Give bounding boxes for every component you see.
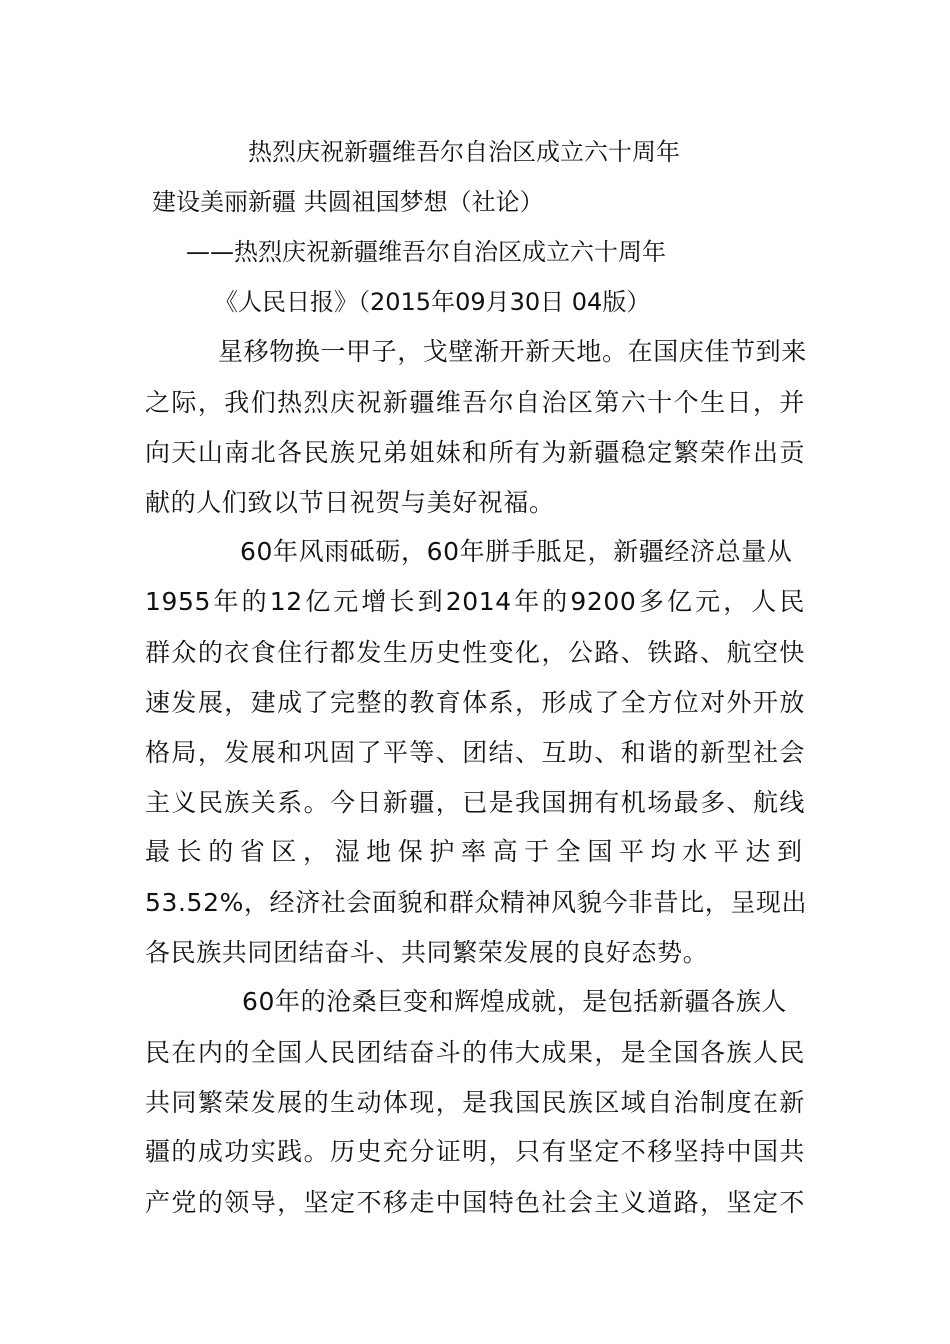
paragraph-2-line-3: 群众的衣食住行都发生历史性变化，公路、铁路、航空快	[145, 638, 805, 667]
subtitle: ——热烈庆祝新疆维吾尔自治区成立六十周年	[186, 238, 666, 266]
paragraph-2-line-7: 最长的省区，湿地保护率高于全国平均水平达到	[145, 837, 805, 866]
paragraph-2-line-1: 60年风雨砥砺，60年胼手胝足，新疆经济总量从	[240, 537, 793, 566]
paragraph-2-line-4: 速发展，建成了完整的教育体系，形成了全方位对外开放	[145, 688, 805, 717]
paragraph-3-line-1: 60年的沧桑巨变和辉煌成就，是包括新疆各族人	[242, 987, 788, 1016]
paragraph-2-line-2: 1955年的12亿元增长到2014年的9200多亿元，人民	[145, 587, 805, 616]
paragraph-2-line-5: 格局，发展和巩固了平等、团结、互助、和谐的新型社会	[145, 738, 805, 767]
paragraph-1-line-1: 星移物换一甲子，戈壁渐开新天地。在国庆佳节到来	[218, 337, 807, 366]
source-line: 《人民日报》（2015年09月30日 04版）	[214, 288, 651, 316]
paragraph-3-line-5: 产党的领导，坚定不移走中国特色社会主义道路，坚定不	[145, 1188, 805, 1217]
title-line-2: 建设美丽新疆 共圆祖国梦想（社论）	[152, 188, 544, 216]
title-line-1: 热烈庆祝新疆维吾尔自治区成立六十周年	[248, 138, 680, 166]
paragraph-2-line-8: 53.52%，经济社会面貌和群众精神风貌今非昔比，呈现出	[145, 888, 808, 917]
paragraph-2-line-6: 主义民族关系。今日新疆，已是我国拥有机场最多、航线	[145, 788, 805, 817]
paragraph-1-line-3: 向天山南北各民族兄弟姐妹和所有为新疆稳定繁荣作出贡	[145, 438, 805, 467]
paragraph-2-line-9: 各民族共同团结奋斗、共同繁荣发展的良好态势。	[145, 938, 709, 967]
paragraph-1-line-2: 之际，我们热烈庆祝新疆维吾尔自治区第六十个生日，并	[145, 388, 805, 417]
paragraph-3-line-4: 疆的成功实践。历史充分证明，只有坚定不移坚持中国共	[145, 1137, 805, 1166]
paragraph-1-line-4: 献的人们致以节日祝贺与美好祝福。	[145, 488, 555, 517]
paragraph-3-line-2: 民在内的全国人民团结奋斗的伟大成果，是全国各族人民	[145, 1038, 805, 1067]
paragraph-3-line-3: 共同繁荣发展的生动体现，是我国民族区域自治制度在新	[145, 1088, 805, 1117]
